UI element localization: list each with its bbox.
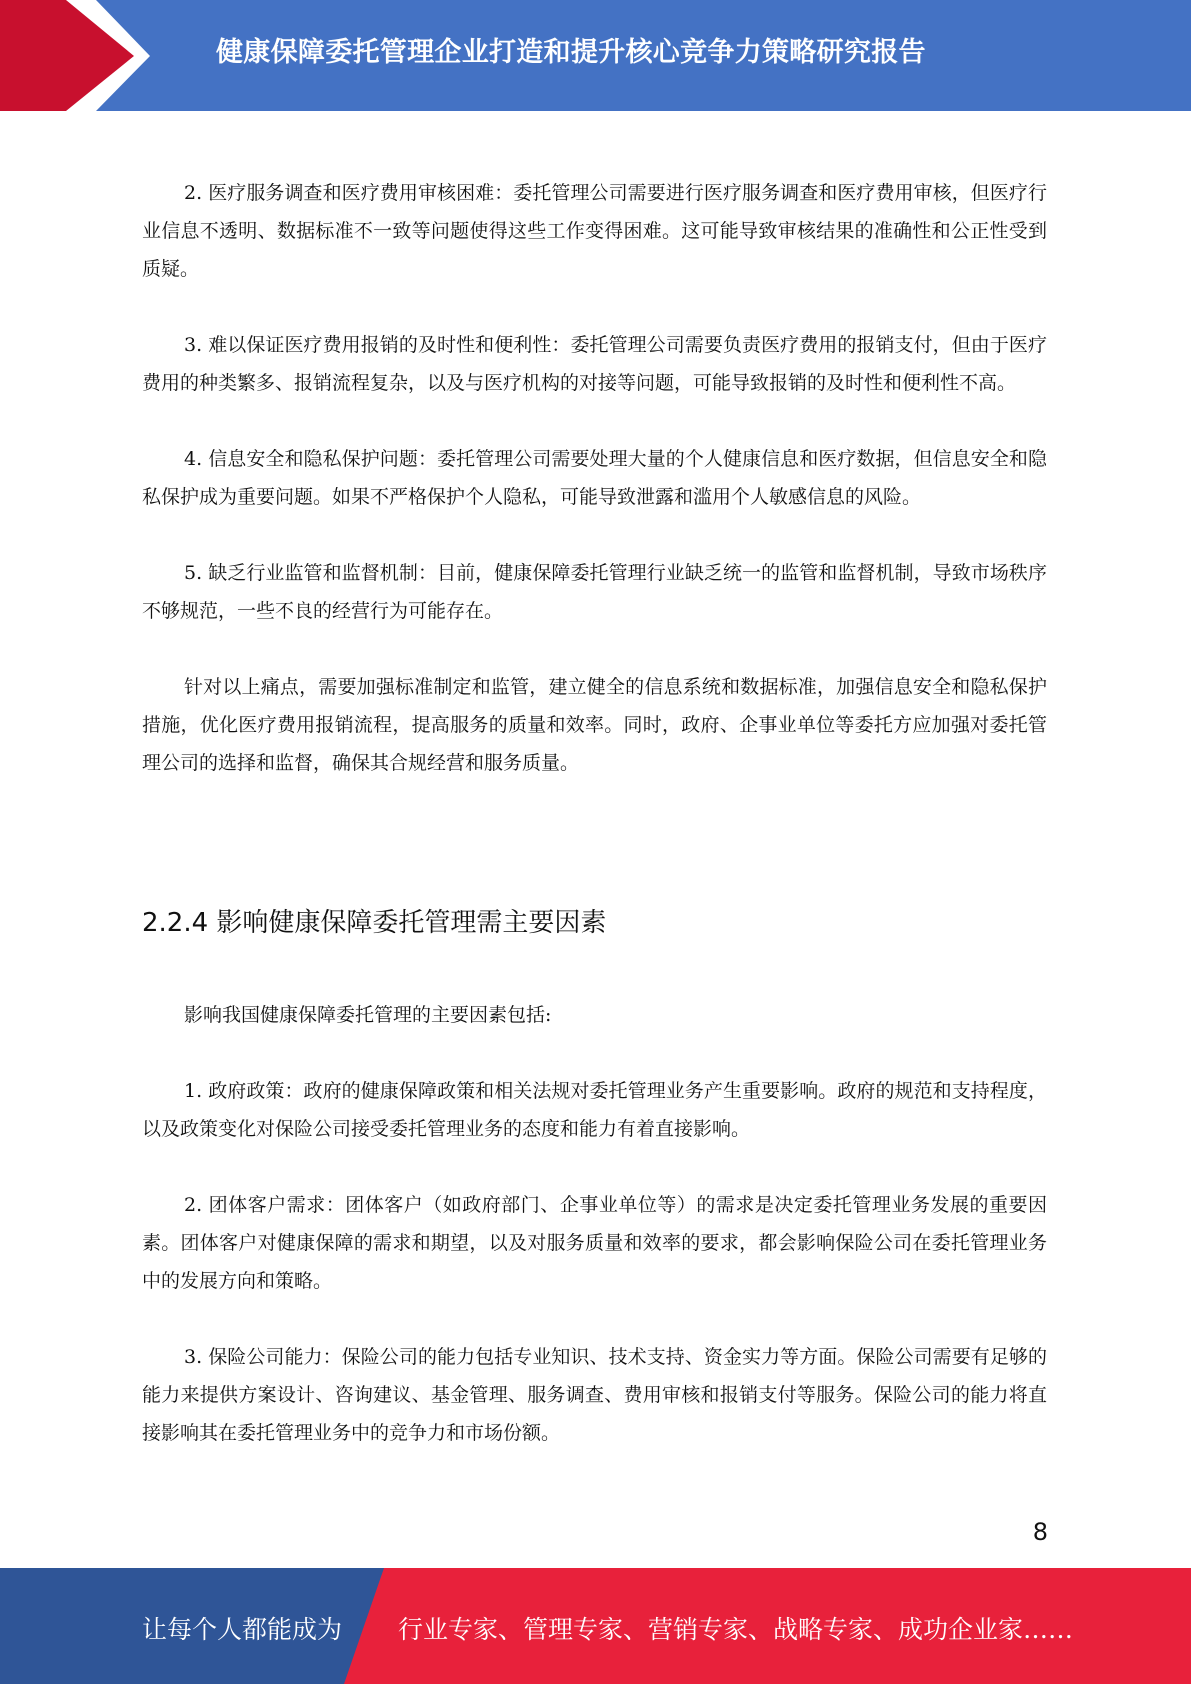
paragraph: 4. 信息安全和隐私保护问题：委托管理公司需要处理大量的个人健康信息和医疗数据，但信息安全和隐私保护成为重要问题。如果不严格保护个人隐私，可能导致泄露和滥用个人敏感信息的风险。 — [142, 448, 1047, 508]
footer-banner — [0, 1568, 1191, 1684]
paragraph: 3. 难以保证医疗费用报销的及时性和便利性：委托管理公司需要负责医疗费用的报销支付，但由于医疗费用的种类繁多、报销流程复杂，以及与医疗机构的对接等问题，可能导致报销的及时性和便利性不高。 — [142, 334, 1047, 394]
paragraph: 2. 医疗服务调查和医疗费用审核困难：委托管理公司需要进行医疗服务调查和医疗费用审核，但医疗行业信息不透明、数据标准不一致等问题使得这些工作变得困难。这可能导致审核结果的准确性和公正性受到质疑。 — [142, 182, 1047, 280]
page-number: 8 — [1032, 1518, 1048, 1546]
paragraph: 1. 政府政策：政府的健康保障政策和相关法规对委托管理业务产生重要影响。政府的规范和支持程度，以及政策变化对保险公司接受委托管理业务的态度和能力有着直接影响。 — [142, 1080, 1047, 1140]
report-title: 健康保障委托管理企业打造和提升核心竞争力策略研究报告 — [216, 37, 926, 68]
paragraph: 2. 团体客户需求：团体客户（如政府部门、企事业单位等）的需求是决定委托管理业务发展的重要因素。团体客户对健康保障的需求和期望，以及对服务质量和效率的要求，都会影响保险公司在委托管理业务中的发展方向和策略。 — [142, 1194, 1047, 1292]
body-text-block-2 — [142, 996, 1047, 1452]
paragraph: 针对以上痛点，需要加强标准制定和监管，建立健全的信息系统和数据标准，加强信息安全和隐私保护措施，优化医疗费用报销流程，提高服务的质量和效率。同时，政府、企事业单位等委托方应加强对委托管理公司的选择和监督，确保其合规经营和服务质量。 — [142, 676, 1047, 774]
paragraph: 影响我国健康保障委托管理的主要因素包括: — [184, 1004, 552, 1026]
header-banner — [0, 0, 1191, 111]
paragraph: 3. 保险公司能力：保险公司的能力包括专业知识、技术支持、资金实力等方面。保险公司需要有足够的能力来提供方案设计、咨询建议、基金管理、服务调查、费用审核和报销支付等服务。保险公司的能力将直接影响其在委托管理业务中的竞争力和市场份额。 — [142, 1346, 1047, 1444]
body-text-block-1 — [142, 174, 1047, 782]
footer-slogan-left: 让每个人都能成为 — [142, 1615, 343, 1644]
section-heading: 2.2.4 影响健康保障委托管理需主要因素 — [142, 908, 607, 938]
paragraph: 5. 缺乏行业监管和监督机制：目前，健康保障委托管理行业缺乏统一的监管和监督机制，导致市场秩序不够规范，一些不良的经营行为可能存在。 — [142, 562, 1047, 622]
footer-slogan-right: 行业专家、管理专家、营销专家、战略专家、成功企业家…… — [398, 1615, 1074, 1644]
chevron-arrow-icon — [0, 0, 160, 111]
